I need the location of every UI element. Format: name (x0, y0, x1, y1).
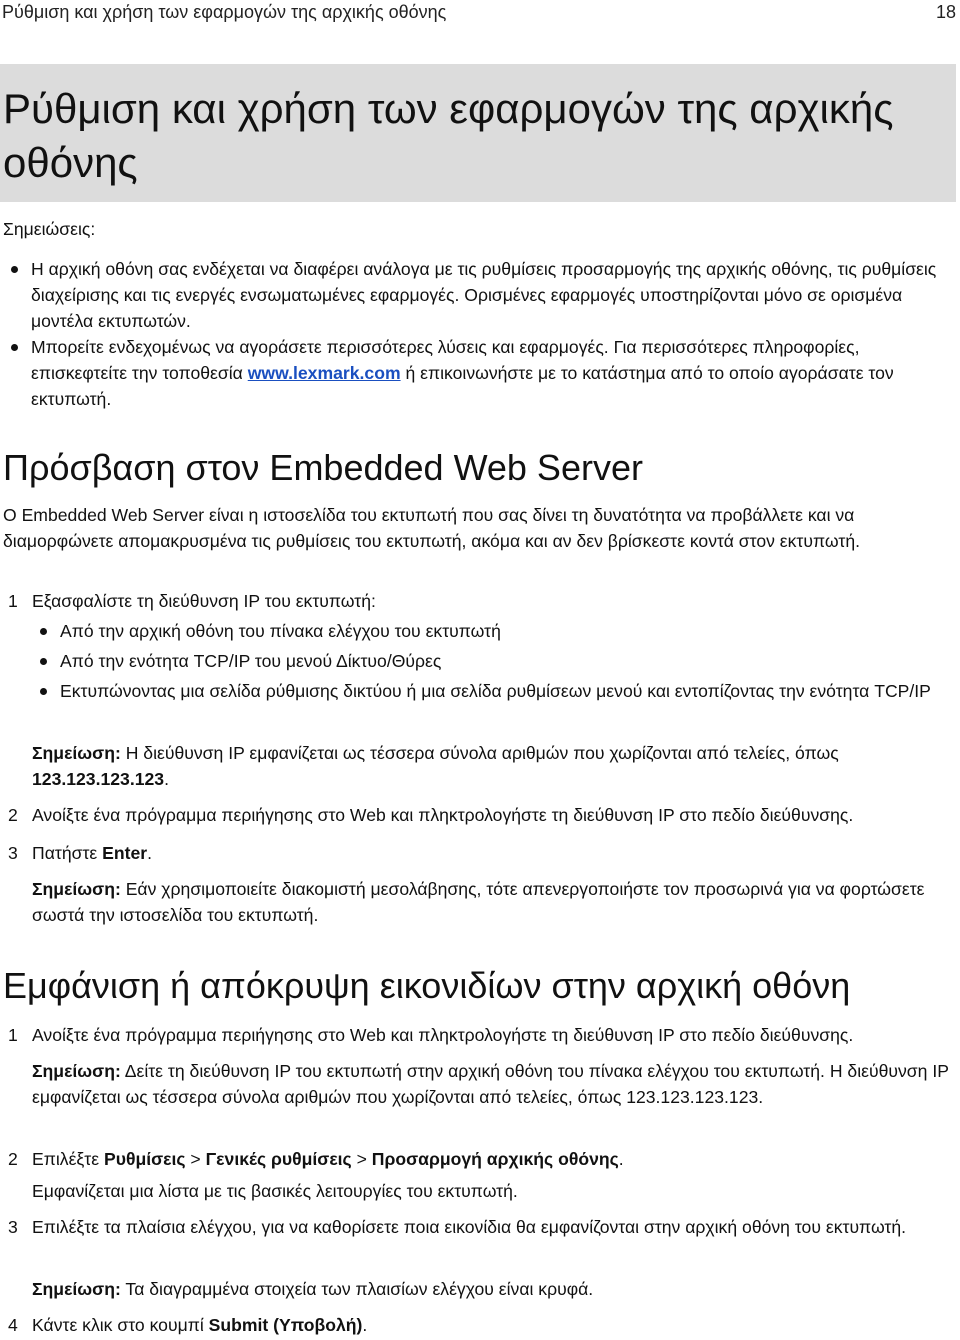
note-label: Σημείωση: (32, 1279, 121, 1299)
step-followup: Εμφανίζεται μια λίστα με τις βασικές λειτουργίες του εκτυπωτή. (32, 1181, 518, 1201)
step-text: Επιλέξτε τα πλαίσια ελέγχου, για να καθορίσετε ποια εικονίδια θα εμφανίζονται στην αρχική οθόνη του εκτυπωτή. (32, 1217, 907, 1237)
step-3 (8, 1214, 954, 1240)
section-heading-icons: Εμφάνιση ή απόκρυψη εικονιδίων στην αρχική οθόνη (3, 965, 851, 1006)
submit-button-label: Submit (Υποβολή) (208, 1315, 363, 1335)
note-proxy: Σημείωση: Εάν χρησιμοποιείτε διακομιστή μεσολάβησης, τότε απενεργοποιήστε τον προσωρινά για να φορτώσετε σωστά την ιστοσελίδα του εκτυπωτή. (32, 879, 925, 925)
step-number: 3 (8, 1217, 18, 1237)
step-2 (8, 802, 954, 828)
menu-settings: Ρυθμίσεις (103, 1149, 186, 1169)
list-item: Εκτυπώνοντας μια σελίδα ρύθμισης δικτύου ή μια σελίδα ρυθμίσεων μενού και εντοπίζοντας την ενότητα TCP/IP (32, 678, 952, 704)
enter-key: Enter (102, 843, 148, 863)
notes-heading: Σημειώσεις: (3, 219, 96, 239)
step-text: Ανοίξτε ένα πρόγραμμα περιήγησης στο Web και πληκτρολογήστε τη διεύθυνση IP στο πεδίο διεύθυνσης. (32, 1025, 854, 1045)
note-hidden-items: Σημείωση: Τα διαγραμμένα στοιχεία των πλαισίων ελέγχου είναι κρυφά. (32, 1279, 594, 1299)
step-2 (8, 1146, 954, 1172)
chapter-title: Ρύθμιση και χρήση των εφαρμογών της αρχικής οθόνης (3, 85, 894, 186)
section-heading-ews: Πρόσβαση στον Embedded Web Server (3, 447, 643, 488)
step-1 (8, 1022, 954, 1048)
step-text: Εξασφαλίστε τη διεύθυνση IP του εκτυπωτή: (32, 591, 376, 611)
section-intro: Ο Embedded Web Server είναι η ιστοσελίδα του εκτυπωτή που σας δίνει τη δυνατότητα να προβάλλετε και να διαμορφώνετε απομακρυσμένα τις ρυθμίσεις του εκτυπωτή, ακόμα και αν δεν βρίσκεστε κοντά στον εκτυπωτή. (3, 505, 861, 551)
menu-general-settings: Γενικές ρυθμίσεις (205, 1149, 352, 1169)
list-item: Η αρχική οθόνη σας ενδέχεται να διαφέρει ανάλογα με τις ρυθμίσεις προσαρμογής της αρχικής οθόνης, τις ρυθμίσεις διαχείρισης και τις ενεργές ενσωματωμένες εφαρμογές. Ορισμένες εφαρμογές υποστηρίζονται μόνο σε ορισμένα μοντέλα εκτυπωτών. (3, 256, 955, 334)
lexmark-link[interactable]: www.lexmark.com (247, 363, 401, 383)
step-4 (8, 1312, 954, 1338)
page-number: 18 (935, 2, 956, 22)
list-item: Από την ενότητα TCP/IP του μενού Δίκτυο/Θύρες (32, 648, 952, 674)
note-ip-location: Σημείωση: Δείτε τη διεύθυνση IP του εκτυπωτή στην αρχική οθόνη του πίνακα ελέγχου του εκτυπωτή. Η διεύθυνση IP εμφανίζεται ως τέσσερα σύνολα αριθμών που χωρίζονται από τελείες, όπως 123.123.123.123. (32, 1061, 949, 1107)
note-label: Σημείωση: (32, 743, 121, 763)
step-1 (8, 588, 954, 614)
step-text: Ανοίξτε ένα πρόγραμμα περιήγησης στο Web και πληκτρολογήστε τη διεύθυνση IP στο πεδίο διεύθυνσης. (32, 805, 854, 825)
step-number: 1 (8, 1025, 18, 1045)
running-header (2, 0, 956, 24)
menu-customize-home: Προσαρμογή αρχικής οθόνης (371, 1149, 619, 1169)
step-text: Κάντε κλικ στο κουμπί Submit (Υποβολή). (32, 1315, 368, 1335)
step-number: 1 (8, 591, 18, 611)
step-text: Πατήστε Enter. (32, 843, 153, 863)
ip-example: 123.123.123.123 (32, 769, 165, 789)
intro-notes-list (3, 256, 955, 412)
list-item: Μπορείτε ενδεχομένως να αγοράσετε περισσότερες λύσεις και εφαρμογές. Για περισσότερες πληροφορίες, επισκεφτείτε την τοποθεσία www.lexmark.com ή επικοινωνήστε με το κατάστημα από το οποίο αγοράσατε τον εκτυπωτή. (3, 334, 955, 412)
note-label: Σημείωση: (32, 879, 121, 899)
step-3 (8, 840, 954, 866)
step-number: 4 (8, 1315, 18, 1335)
note-ip-format: Σημείωση: Η διεύθυνση IP εμφανίζεται ως τέσσερα σύνολα αριθμών που χωρίζονται από τελείες, όπως 123.123.123.123. (32, 743, 839, 789)
step-number: 3 (8, 843, 18, 863)
ip-source-list (32, 618, 952, 708)
step-text: Επιλέξτε Ρυθμίσεις > Γενικές ρυθμίσεις > Προσαρμογή αρχικής οθόνης. (32, 1149, 624, 1169)
running-title: Ρύθμιση και χρήση των εφαρμογών της αρχικής οθόνης (2, 2, 447, 22)
step-number: 2 (8, 805, 18, 825)
note-label: Σημείωση: (32, 1061, 121, 1081)
list-item: Από την αρχική οθόνη του πίνακα ελέγχου του εκτυπωτή (32, 618, 952, 644)
step-number: 2 (8, 1149, 18, 1169)
